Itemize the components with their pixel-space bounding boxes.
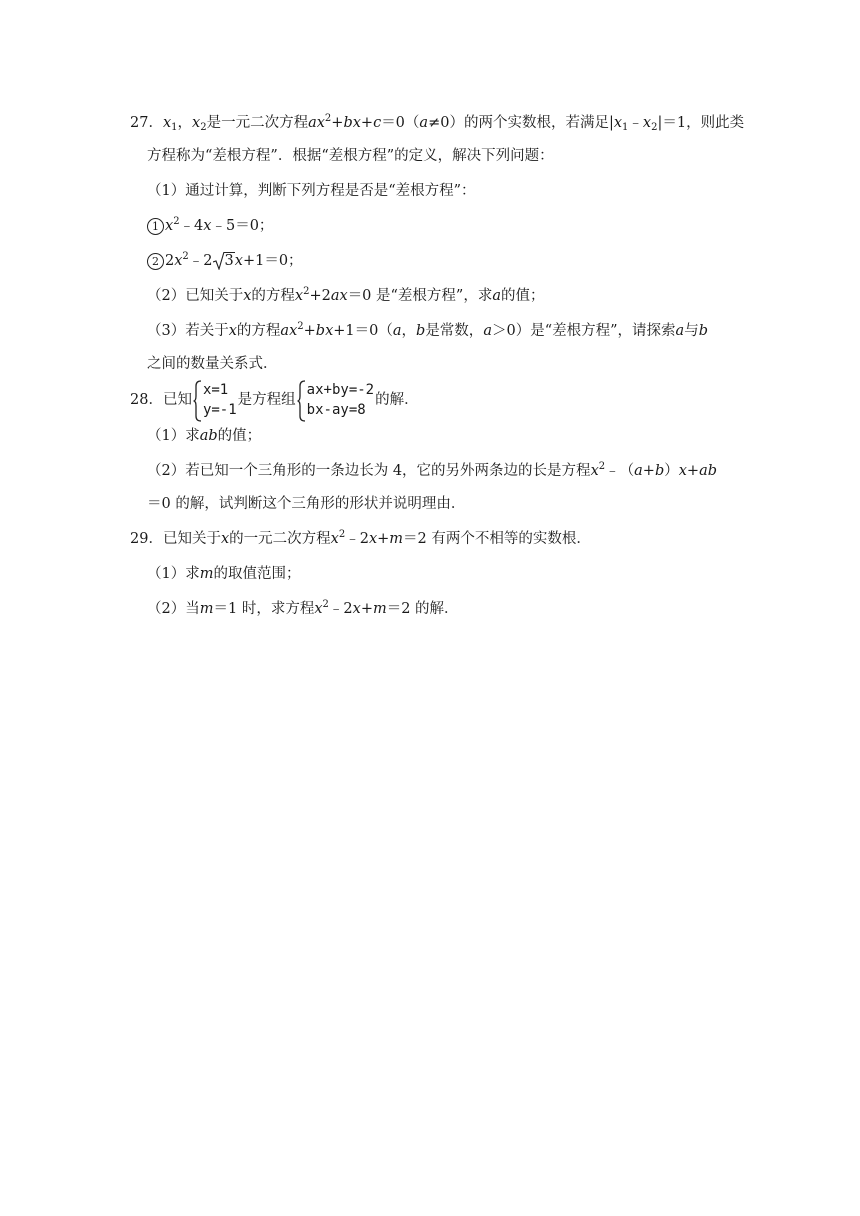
- q27-part3-line2: 之间的数量关系式．: [147, 356, 278, 372]
- term: ﹣2: [345, 531, 369, 547]
- plus: +: [642, 463, 655, 479]
- var-x: x: [203, 218, 212, 234]
- text: ＝2 有两个不相等的实数根．: [403, 531, 591, 547]
- var-a: a: [634, 463, 643, 479]
- var-x: x: [294, 288, 304, 304]
- var-ax: ax: [280, 323, 298, 339]
- left-brace-icon: [193, 380, 202, 422]
- var-m: m: [372, 601, 387, 617]
- var-m: m: [389, 531, 404, 547]
- sup-2: 2: [338, 529, 346, 540]
- plus: +: [303, 323, 316, 339]
- var-a: a: [675, 323, 685, 339]
- system-row: bx-ay=8: [306, 402, 366, 418]
- text: 的两个实数根，若满足|: [463, 115, 614, 131]
- var-a: a: [419, 115, 429, 131]
- var-x: x: [174, 253, 183, 269]
- text: ＝2 的解．: [386, 601, 459, 617]
- sup-2: 2: [173, 216, 180, 227]
- text: （1）求: [147, 428, 200, 444]
- text: |＝1，则此类: [657, 115, 745, 131]
- minus: ﹣: [628, 115, 643, 131]
- term: +2: [309, 288, 331, 304]
- condition: ≠0）: [428, 115, 464, 131]
- text: 的解．: [375, 392, 419, 408]
- text: ＞0）是“差根方程”，请探索: [491, 323, 676, 339]
- system-row: ax+by=-2: [306, 382, 375, 398]
- text: 的方程: [236, 323, 281, 339]
- var-b: b: [698, 323, 708, 339]
- sub-1: 1: [622, 122, 629, 133]
- q29-part1: [147, 564, 300, 584]
- plus: +: [360, 115, 374, 131]
- var-x2: x: [192, 115, 201, 131]
- q29-line1: [130, 529, 591, 549]
- sup-2: 2: [303, 286, 310, 297]
- system-row: x=1: [202, 382, 229, 398]
- var-x2: x: [642, 115, 652, 131]
- var-a: a: [483, 323, 492, 339]
- q28-number: 28．: [130, 392, 163, 408]
- text: 与: [684, 323, 699, 339]
- var-x: x: [243, 288, 252, 304]
- text: （3）若关于: [147, 323, 229, 339]
- var-x: x: [220, 531, 230, 547]
- sup-2: 2: [598, 461, 606, 472]
- term: ﹣2: [188, 253, 213, 269]
- sub-2: 2: [651, 122, 658, 133]
- var-m: m: [199, 601, 214, 617]
- radicand: 3: [224, 253, 234, 269]
- q27-line1: [130, 113, 744, 133]
- plus: +: [686, 463, 700, 479]
- sup-2: 2: [182, 251, 189, 262]
- var-ab: ab: [199, 428, 218, 444]
- var-ab: ab: [699, 463, 718, 479]
- text: +1＝0（: [333, 323, 393, 339]
- term: ﹣4: [179, 218, 204, 234]
- text: ＝1 时，求方程: [213, 601, 315, 617]
- var-ax: ax: [330, 288, 348, 304]
- sub-2: 2: [200, 122, 207, 133]
- q27-eq1: [147, 216, 273, 236]
- term: ﹣2: [328, 601, 353, 617]
- text: 的值；: [217, 428, 262, 444]
- var-x: x: [234, 253, 243, 269]
- text: 是方程组: [237, 392, 296, 408]
- var-x1: x: [162, 115, 172, 131]
- left-brace-icon: [297, 380, 306, 422]
- text: （2）已知关于: [147, 288, 244, 304]
- var-x: x: [590, 463, 599, 479]
- text: ＝0 是“差根方程”，求: [347, 288, 493, 304]
- var-a: a: [492, 288, 502, 304]
- text: 是一元二次方程: [206, 115, 309, 131]
- q27-part2: [147, 286, 545, 306]
- sqrt-symbol: [213, 251, 235, 271]
- sup-2: 2: [297, 321, 304, 332]
- text: 的值；: [501, 288, 545, 304]
- sub-1: 1: [171, 122, 178, 133]
- var-b: b: [654, 463, 665, 479]
- var-x: x: [165, 218, 174, 234]
- q28-part2: [147, 461, 717, 481]
- circled-number-2: 2: [147, 253, 164, 270]
- sup-2: 2: [322, 599, 329, 610]
- q27-part1: （1）通过计算，判断下列方程是否是“差根方程”：: [147, 183, 476, 199]
- var-c: c: [373, 115, 382, 131]
- var-x: x: [352, 601, 361, 617]
- var-x1: x: [613, 115, 623, 131]
- text: 的一元二次方程: [229, 531, 331, 547]
- text: 是常数，: [425, 323, 484, 339]
- term: ﹣5＝0；: [211, 218, 274, 234]
- plus: +: [377, 531, 390, 547]
- text: （1）求: [147, 566, 200, 582]
- coef: 2: [165, 253, 175, 269]
- text: 已知关于: [162, 531, 221, 547]
- text: （2）当: [147, 601, 200, 617]
- q29-number: 29．: [130, 531, 163, 547]
- text: ﹣（: [605, 463, 635, 479]
- var-b: b: [416, 323, 426, 339]
- q29-part2: [147, 599, 459, 619]
- text: 已知: [162, 392, 192, 408]
- var-ax: ax: [308, 115, 325, 131]
- text: （2）若已知一个三角形的一条边长为 4，它的另外两条边的长是方程: [147, 463, 591, 479]
- q28-part1: [147, 426, 261, 446]
- var-x: x: [330, 531, 339, 547]
- circled-number-1: 1: [147, 218, 164, 235]
- var-bx: bx: [343, 115, 361, 131]
- sup-2: 2: [324, 113, 332, 124]
- q27-eq2: [147, 251, 303, 271]
- var-x: x: [368, 531, 378, 547]
- plus: +: [360, 601, 373, 617]
- text: ）: [664, 463, 679, 479]
- comma: ，: [177, 115, 193, 131]
- comma: ，: [401, 323, 417, 339]
- q27-number: 27．: [130, 115, 163, 131]
- text: 的取值范围；: [213, 566, 301, 582]
- term: +1＝0；: [242, 253, 303, 269]
- system-row: y=-1: [202, 402, 237, 418]
- plus: +: [331, 115, 344, 131]
- q27-line2: 方程称为“差根方程”．根据“差根方程”的定义，解决下列问题：: [147, 148, 554, 164]
- var-x: x: [678, 463, 687, 479]
- var-bx: bx: [315, 323, 334, 339]
- q27-part3: [147, 321, 708, 341]
- equals-zero: ＝0（: [381, 115, 420, 131]
- var-x: x: [228, 323, 237, 339]
- q28-line1: [130, 377, 419, 423]
- var-x: x: [314, 601, 323, 617]
- equation-system: [297, 380, 374, 420]
- solution-system: [193, 380, 237, 420]
- text: 的方程: [251, 288, 295, 304]
- var-m: m: [199, 566, 214, 582]
- q28-part2-line2: ＝0 的解，试判断这个三角形的形状并说明理由．: [147, 496, 466, 512]
- var-a: a: [392, 323, 402, 339]
